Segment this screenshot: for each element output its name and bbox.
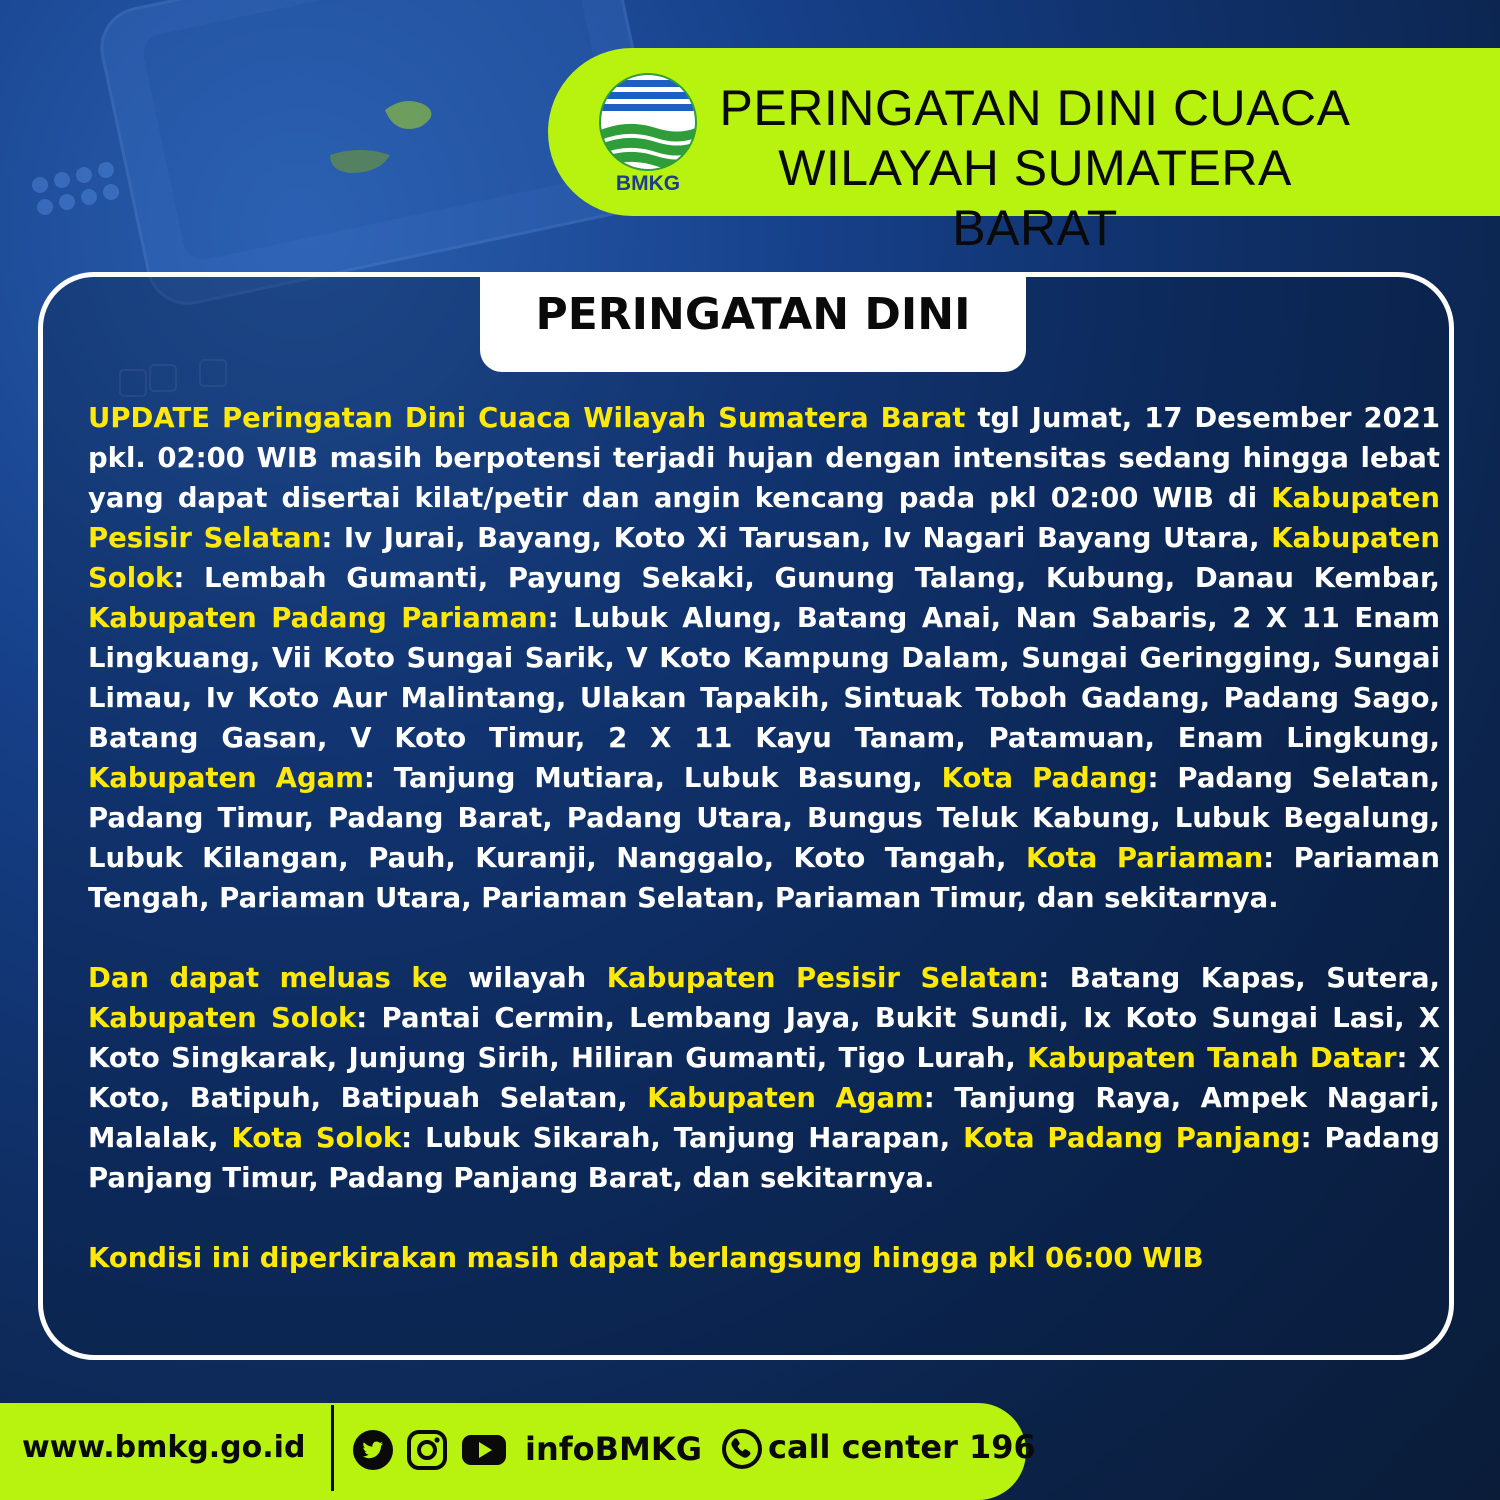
text-segment: : Lembah Gumanti, Payung Sekaki, Gunung Talang, Kubung, Danau Kembar,	[173, 562, 1440, 594]
region-highlight: Kabupaten Tanah Datar	[1027, 1042, 1397, 1074]
text-segment: : Iv Jurai, Bayang, Koto Xi Tarusan, Iv Nagari Bayang Utara,	[321, 522, 1272, 554]
region-highlight: Kabupaten Agam	[88, 762, 364, 794]
text-segment: : Lubuk Alung, Batang Anai, Nan Sabaris, 2 X 11 Enam Lingkuang, Vii Koto Sungai Sarik, V Koto Kampung Dalam, Sungai Geringging, Sungai Limau, Iv Koto Aur Malintang, Ulakan Tapakih, Sintuak Toboh Gadang, Padang Sago, Batang Gasan, V Koto Timur, 2 X 11 Kayu Tanam, Patamuan, Enam Lingkung,	[88, 602, 1440, 754]
text-segment: wilayah	[447, 962, 607, 994]
social-handle[interactable]: infoBMKG	[525, 1430, 702, 1468]
region-highlight: Kabupaten Solok	[88, 1002, 357, 1034]
warning-paragraph-3: Kondisi ini diperkirakan masih dapat berlangsung hingga pkl 06:00 WIB	[88, 1242, 1204, 1274]
text-segment: : Padang Panjang Timur, Padang Panjang Barat, dan sekitarnya.	[88, 1122, 1440, 1194]
logo-text: BMKG	[615, 172, 681, 194]
region-highlight: Kabupaten Agam	[647, 1082, 924, 1114]
region-highlight: Kota Pariaman	[1025, 842, 1264, 874]
text-segment: : X Koto, Batipuh, Batipuah Selatan,	[88, 1042, 1440, 1114]
text-segment: : Lubuk Sikarah, Tanjung Harapan,	[401, 1122, 964, 1154]
header-title	[705, 78, 1365, 258]
text-segment: : Batang Kapas, Sutera,	[1038, 962, 1441, 994]
region-highlight: Kabupaten Solok	[88, 522, 1440, 594]
phone-icon	[720, 1427, 764, 1471]
text-segment: tgl Jumat, 17 Desember 2021 pkl. 02:00 WIB masih berpotensi terjadi hujan dengan intensitas sedang hingga lebat yang dapat disertai kilat/petir dan angin kencang pada pkl 02:00 WIB di	[88, 402, 1440, 514]
region-highlight: Dan dapat meluas ke	[88, 962, 448, 994]
region-highlight: Kabupaten Pesisir Selatan	[88, 482, 1440, 554]
header-title-line2: WILAYAH SUMATERA BARAT	[778, 140, 1292, 256]
warning-content	[88, 398, 1440, 1278]
region-highlight: Kota Padang Panjang	[963, 1122, 1301, 1154]
twitter-icon[interactable]	[352, 1429, 394, 1471]
text-segment: : Padang Selatan, Padang Timur, Padang Barat, Padang Utara, Bungus Teluk Kabung, Lubuk Begalung, Lubuk Kilangan, Pauh, Kuranji, Nanggalo, Koto Tangah,	[88, 762, 1440, 874]
warning-paragraph-1	[88, 398, 1440, 918]
website-link[interactable]: www.bmkg.go.id	[22, 1430, 306, 1465]
region-highlight: UPDATE Peringatan Dini Cuaca Wilayah Sumatera Barat	[88, 402, 966, 434]
region-highlight: Kota Padang	[941, 762, 1148, 794]
text-segment: : Pantai Cermin, Lembang Jaya, Bukit Sundi, Ix Koto Sungai Lasi, X Koto Singkarak, Junjung Sirih, Hiliran Gumanti, Tigo Lurah,	[88, 1002, 1441, 1074]
region-highlight: Kabupaten Padang Pariaman	[88, 602, 548, 634]
text-segment: : Tanjung Mutiara, Lubuk Basung,	[363, 762, 942, 794]
text-segment: : Pariaman Tengah, Pariaman Utara, Pariaman Selatan, Pariaman Timur, dan sekitarnya.	[88, 842, 1440, 914]
footer-divider	[331, 1405, 334, 1491]
instagram-icon[interactable]	[406, 1429, 448, 1471]
text-segment: : Tanjung Raya, Ampek Nagari, Malalak,	[88, 1082, 1440, 1154]
bmkg-logo-icon	[596, 70, 700, 194]
call-center-number[interactable]: call center 196	[768, 1428, 1036, 1466]
panel-title: PERINGATAN DINI	[535, 289, 971, 340]
youtube-icon[interactable]	[460, 1429, 508, 1471]
warning-paragraph-2	[88, 958, 1440, 1198]
region-highlight: Kabupaten Pesisir Selatan	[606, 962, 1039, 994]
header-title-line1: PERINGATAN DINI CUACA	[719, 80, 1351, 136]
region-highlight: Kota Solok	[231, 1122, 402, 1154]
